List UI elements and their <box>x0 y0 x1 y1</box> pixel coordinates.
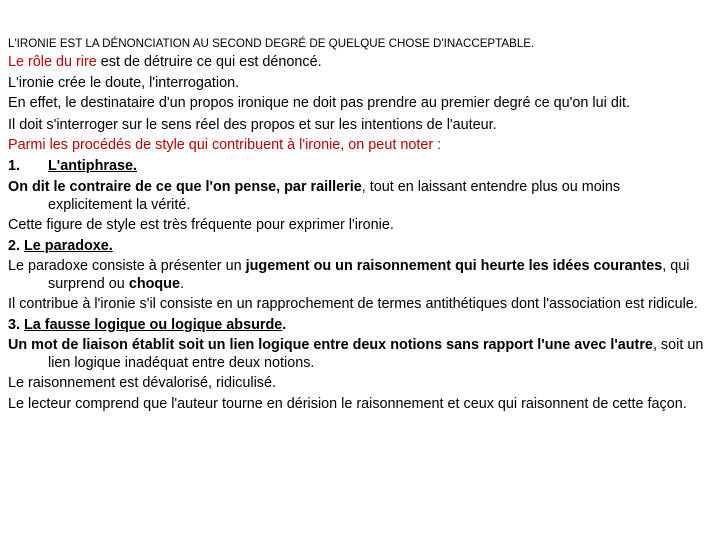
intro-line <box>8 54 708 72</box>
item-1-note: Cette figure de style est très fréquente pour exprimer l'ironie. <box>8 217 394 233</box>
item-2-number: 2. <box>8 237 21 254</box>
item-1-heading: L'antiphrase. <box>48 157 137 174</box>
item-3-number: 3. <box>8 316 21 333</box>
item-3-desc-rest: , soit un lien logique inadéquat entre deux notions. <box>48 337 704 371</box>
item-3-desc-bold: Un mot de liaison établit soit un lien logique entre deux notions sans rapport l'une avec l'autre <box>8 337 653 353</box>
doubt-line: L'ironie crée le doute, l'interrogation. <box>8 74 240 91</box>
item-1-desc-bold: On dit le contraire de ce que l'on pense, par raillerie <box>8 179 362 195</box>
procedes-line: Parmi les procédés de style qui contribuent à l'ironie, on peut noter : <box>8 137 442 153</box>
item-2-description <box>8 258 708 293</box>
item-1-number: 1. <box>8 157 21 174</box>
item-3-note-2: Le lecteur comprend que l'auteur tourne en dérision le raisonnement et ceux qui raisonnent de cette façon. <box>8 395 687 412</box>
item-2-desc-bold-a: jugement ou un raisonnement qui heurte les idées courantes <box>245 258 663 274</box>
item-2-heading-line <box>8 238 708 256</box>
effet-line: En effet, le destinataire d'un propos ironique ne doit pas prendre au premier degré ce qu'on lui dit. <box>8 95 631 111</box>
item-1-desc-rest: , tout en laissant entendre plus ou moins explicitement la vérité. <box>48 179 621 213</box>
item-2-desc-c: . <box>179 275 184 292</box>
item-1-heading-line <box>8 158 708 176</box>
item-3-heading-line <box>8 317 708 335</box>
item-1-description <box>8 179 708 214</box>
slide-body <box>8 54 708 413</box>
item-2-desc-a: Le paradoxe consiste à présenter un <box>8 258 246 274</box>
item-3-heading-end: . <box>282 316 287 333</box>
interroger-line: Il doit s'interroger sur le sens réel des propos et sur les intentions de l'auteur. <box>8 116 497 133</box>
intro-red-lead: Le rôle du rire <box>8 54 97 70</box>
slide-title: L'IRONIE EST LA DÉNONCIATION AU SECOND DEGRÉ DE QUELQUE CHOSE D'INACCEPTABLE. <box>8 37 535 50</box>
item-2-desc-bold-b: choque <box>128 275 180 292</box>
item-2-note: Il contribue à l'ironie s'il consiste en un rapprochement de termes antithétiques dont l'association est ridicule. <box>8 296 698 312</box>
intro-rest: est de détruire ce qui est dénoncé. <box>96 54 322 70</box>
item-2-heading: Le paradoxe. <box>24 237 113 254</box>
item-3-description <box>8 337 708 372</box>
item-3-note: Le raisonnement est dévalorisé, ridiculisé. <box>8 375 276 391</box>
item-2-desc-b: , qui surprend ou <box>48 258 690 292</box>
item-3-heading: La fausse logique ou logique absurde <box>24 316 283 333</box>
